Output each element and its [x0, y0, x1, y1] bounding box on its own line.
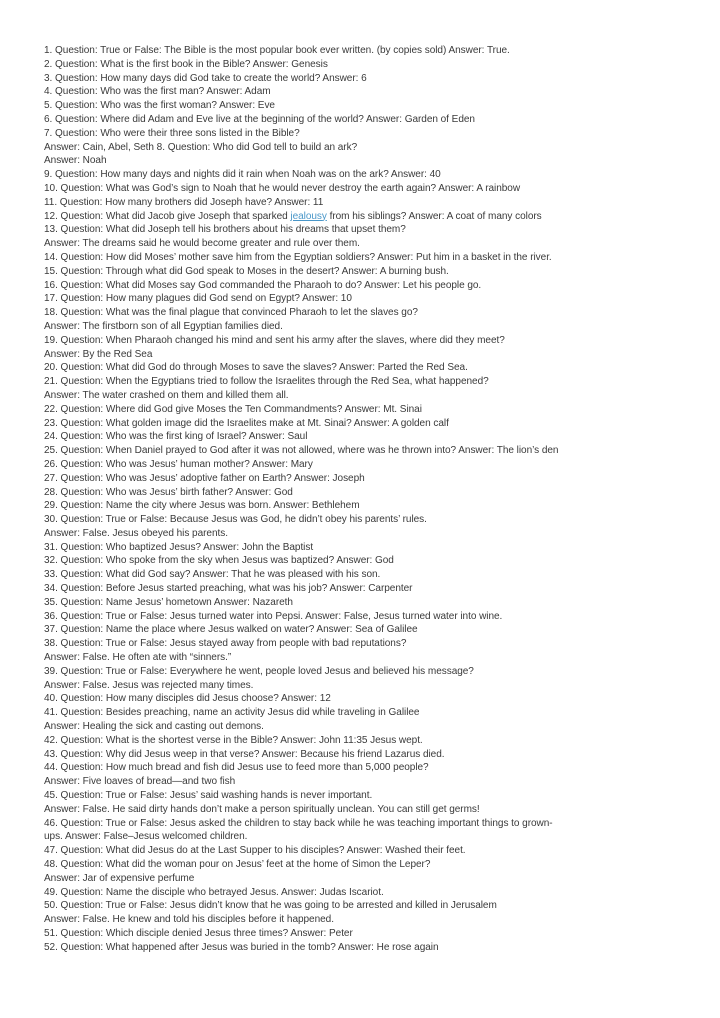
text-line: 28. Question: Who was Jesus’ birth father? Answer: God [44, 486, 293, 498]
quiz-text-body [44, 44, 694, 955]
text-line: 19. Question: When Pharaoh changed his mind and sent his army after the slaves, where did they meet? [44, 334, 505, 346]
text-line: 34. Question: Before Jesus started preaching, what was his job? Answer: Carpenter [44, 583, 413, 595]
text-segment: 12. Question: What did Jacob give Joseph that sparked [44, 210, 291, 222]
text-line: 51. Question: Which disciple denied Jesus three times? Answer: Peter [44, 928, 353, 939]
text-line: 40. Question: How many disciples did Jesus choose? Answer: 12 [44, 693, 331, 705]
text-line: 17. Question: How many plagues did God send on Egypt? Answer: 10 [44, 293, 352, 305]
text-line: 21. Question: When the Egyptians tried to follow the Israelites through the Red Sea, what happened? [44, 376, 489, 388]
text-line: 10. Question: What was God’s sign to Noah that he would never destroy the earth again? Answer: A rainbow [44, 182, 521, 194]
text-line: Answer: Five loaves of bread—and two fish [44, 776, 236, 788]
text-line: 13. Question: What did Joseph tell his brothers about his dreams that upset them? [44, 224, 406, 236]
text-line: 41. Question: Besides preaching, name an activity Jesus did while traveling in Galilee [44, 707, 420, 719]
text-line [44, 210, 694, 224]
text-line: 23. Question: What golden image did the Israelites make at Mt. Sinai? Answer: A golden calf [44, 417, 449, 429]
text-line: 26. Question: Who was Jesus’ human mother? Answer: Mary [44, 458, 313, 470]
text-line: Answer: Noah [44, 155, 107, 167]
text-line: Answer: False. Jesus was rejected many times. [44, 679, 254, 691]
text-line: 7. Question: Who were their three sons listed in the Bible? [44, 127, 300, 139]
text-line: 47. Question: What did Jesus do at the Last Supper to his disciples? Answer: Washed their feet. [44, 845, 466, 857]
text-line: 11. Question: How many brothers did Joseph have? Answer: 11 [44, 196, 324, 208]
text-line: Answer: Jar of expensive perfume [44, 872, 195, 884]
text-line: Answer: False. He often ate with “sinners.” [44, 652, 232, 664]
text-line: Answer: False. He knew and told his disciples before it happened. [44, 914, 334, 926]
text-line: Answer: False. Jesus obeyed his parents. [44, 527, 228, 539]
text-line: 48. Question: What did the woman pour on Jesus’ feet at the home of Simon the Leper? [44, 859, 431, 871]
text-line: 50. Question: True or False: Jesus didn’t know that he was going to be arrested and killed in Jerusalem [44, 900, 497, 912]
text-line: 9. Question: How many days and nights did it rain when Noah was on the ark? Answer: 40 [44, 169, 441, 181]
text-line: Answer: The water crashed on them and killed them all. [44, 389, 289, 401]
text-line: 37. Question: Name the place where Jesus walked on water? Answer: Sea of Galilee [44, 624, 418, 636]
text-line: 35. Question: Name Jesus’ hometown Answer: Nazareth [44, 596, 293, 608]
text-segment: from his siblings? Answer: A coat of many colors [326, 210, 542, 222]
text-line: 4. Question: Who was the first man? Answer: Adam [44, 86, 271, 98]
text-line: 16. Question: What did Moses say God commanded the Pharaoh to do? Answer: Let his people go. [44, 279, 482, 291]
text-line: Answer: The dreams said he would become greater and rule over them. [44, 238, 360, 250]
text-line: Answer: The firstborn son of all Egyptian families died. [44, 320, 283, 332]
text-line: 36. Question: True or False: Jesus turned water into Pepsi. Answer: False, Jesus turned water into wine. [44, 610, 503, 622]
text-line: 14. Question: How did Moses’ mother save him from the Egyptian soldiers? Answer: Put him in a basket in the river. [44, 251, 552, 263]
text-line: Answer: By the Red Sea [44, 348, 153, 360]
text-line: 38. Question: True or False: Jesus stayed away from people with bad reputations? [44, 638, 407, 650]
text-line: 49. Question: Name the disciple who betrayed Jesus. Answer: Judas Iscariot. [44, 886, 384, 898]
text-line: 39. Question: True or False: Everywhere he went, people loved Jesus and believed his message? [44, 665, 474, 677]
text-line: 42. Question: What is the shortest verse in the Bible? Answer: John 11:35 Jesus wept. [44, 734, 423, 746]
text-line: 20. Question: What did God do through Moses to save the slaves? Answer: Parted the Red Sea. [44, 362, 468, 374]
text-line: 1. Question: True or False: The Bible is the most popular book ever written. (by copies sold) Answer: True. [44, 45, 510, 56]
text-line: 45. Question: True or False: Jesus’ said washing hands is never important. [44, 790, 373, 802]
text-line: Answer: Healing the sick and casting out demons. [44, 721, 264, 733]
text-line: 52. Question: What happened after Jesus was buried in the tomb? Answer: He rose again [44, 941, 439, 953]
text-line: 43. Question: Why did Jesus weep in that verse? Answer: Because his friend Lazarus died. [44, 748, 445, 760]
text-line: 2. Question: What is the first book in the Bible? Answer: Genesis [44, 58, 328, 70]
text-line: Answer: False. He said dirty hands don’t make a person spiritually unclean. You can still get germs! [44, 803, 480, 815]
text-line: 6. Question: Where did Adam and Eve live at the beginning of the world? Answer: Garden of Eden [44, 113, 475, 125]
text-line: Answer: Cain, Abel, Seth 8. Question: Who did God tell to build an ark? [44, 141, 358, 153]
text-line: 22. Question: Where did God give Moses the Ten Commandments? Answer: Mt. Sinai [44, 403, 422, 415]
text-line: ups. Answer: False–Jesus welcomed children. [44, 831, 248, 843]
text-line: 18. Question: What was the final plague that convinced Pharaoh to let the slaves go? [44, 307, 418, 319]
text-line: 5. Question: Who was the first woman? Answer: Eve [44, 100, 275, 112]
text-line: 32. Question: Who spoke from the sky when Jesus was baptized? Answer: God [44, 555, 394, 567]
jealousy-link[interactable]: jealousy [290, 210, 327, 222]
text-line: 29. Question: Name the city where Jesus was born. Answer: Bethlehem [44, 500, 360, 512]
text-line: 46. Question: True or False: Jesus asked the children to stay back while he was teaching important things to grown- [44, 817, 553, 829]
text-line: 27. Question: Who was Jesus’ adoptive father on Earth? Answer: Joseph [44, 472, 365, 484]
text-line: 15. Question: Through what did God speak to Moses in the desert? Answer: A burning bush. [44, 265, 449, 277]
text-line: 30. Question: True or False: Because Jesus was God, he didn’t obey his parents’ rules. [44, 514, 427, 526]
text-line: 25. Question: When Daniel prayed to God after it was not allowed, where was he thrown into? Answer: The lion’s den [44, 445, 559, 457]
text-line: 33. Question: What did God say? Answer: That he was pleased with his son. [44, 569, 381, 581]
text-line: 24. Question: Who was the first king of Israel? Answer: Saul [44, 431, 308, 443]
text-line: 44. Question: How much bread and fish did Jesus use to feed more than 5,000 people? [44, 762, 429, 774]
text-line: 3. Question: How many days did God take to create the world? Answer: 6 [44, 72, 367, 84]
text-line: 31. Question: Who baptized Jesus? Answer: John the Baptist [44, 541, 314, 553]
